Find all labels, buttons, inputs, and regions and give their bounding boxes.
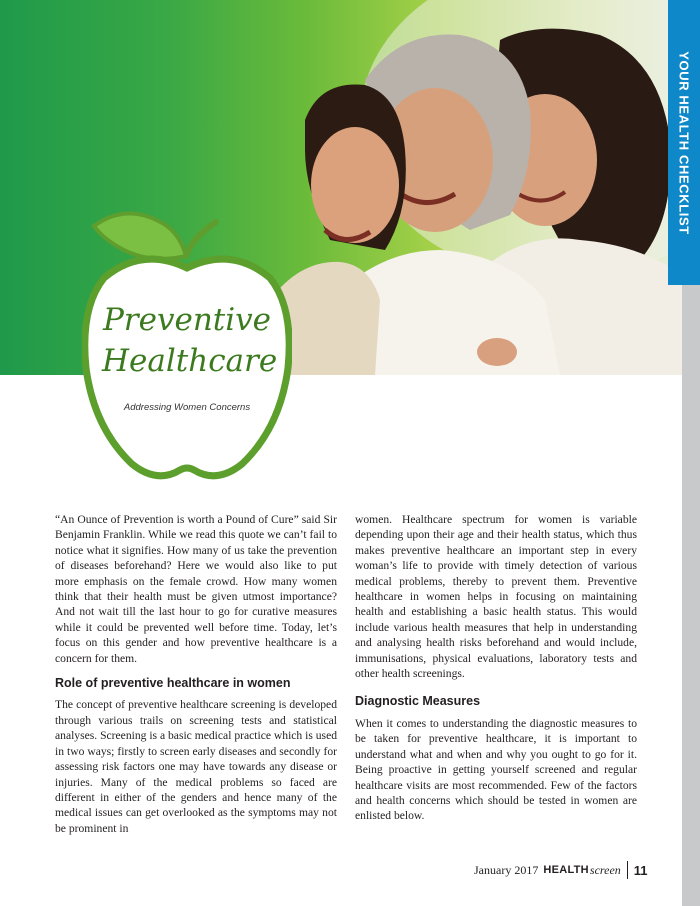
continued-paragraph: women. Healthcare spectrum for women is variable depending upon their age and their health status, which thus makes preventive healthcare an important step in every woman’s life to provide with timely detection of various medical problems, thereby to prevent them. Preventive healthcare in women helps in focusing on maintaining health and establishing a basic health status. This would include various health measures that help in understanding and analysing health risks beforehand and would include, immunisations, physical evaluations, laboratory tests and other health screenings. [355, 513, 637, 681]
role-paragraph: The concept of preventive healthcare screening is developed through various trails on screening tests and statistical analyses. Screening is a basic medical practice which is used in two ways; firstly to screen early diseases and secondly for assessing risk factors one may have towards any disease or injuries. Many of the medical problems so faced are different in either of the genders and hence many of the medical issues can get overlooked as the symptoms may not be prominent in [55, 698, 338, 835]
page-number: 11 [633, 862, 648, 878]
title-line-1: Preventive [102, 302, 272, 338]
diagnostic-paragraph: When it comes to understanding the diagnostic measures to be taken for preventive healthcare, it is important to understand what and when and why you ought to go for it. Being proactive in getting yourself screened and regular healthcare visits are most recommended. Few of the factors and health concerns which should be tested in women are enlisted below. [355, 716, 637, 823]
footer-divider [627, 861, 628, 879]
magazine-brand-suffix: screen [589, 862, 621, 877]
issue-date: January 2017 [474, 862, 539, 877]
article-subtitle: Addressing Women Concerns [123, 402, 251, 413]
section-tab-label: YOUR HEALTH CHECKLIST [676, 51, 692, 235]
title-line-2: Healthcare [102, 343, 278, 379]
section-heading: Diagnostic Measures [355, 694, 481, 709]
section-heading: Role of preventive healthcare in women [55, 676, 291, 691]
article-title [102, 300, 278, 382]
text-column-right [355, 512, 637, 824]
magazine-brand: HEALTH [543, 864, 589, 876]
intro-paragraph: “An Ounce of Prevention is worth a Pound of Cure” said Sir Benjamin Franklin. While we read this quote we can’t fail to notice what it signifies. How many of us take the prevention of diseases beforehand? Here we would also like to put more emphasis on the female crowd. How many women think that their health must be given utmost importance? And not wait till the last hour to go for curative measures while it could be prevented well before time. Today, let’s focus on this gender and how preventive healthcare is a concern for them. [55, 513, 337, 665]
page-footer [474, 860, 648, 880]
text-column-left [55, 512, 337, 836]
